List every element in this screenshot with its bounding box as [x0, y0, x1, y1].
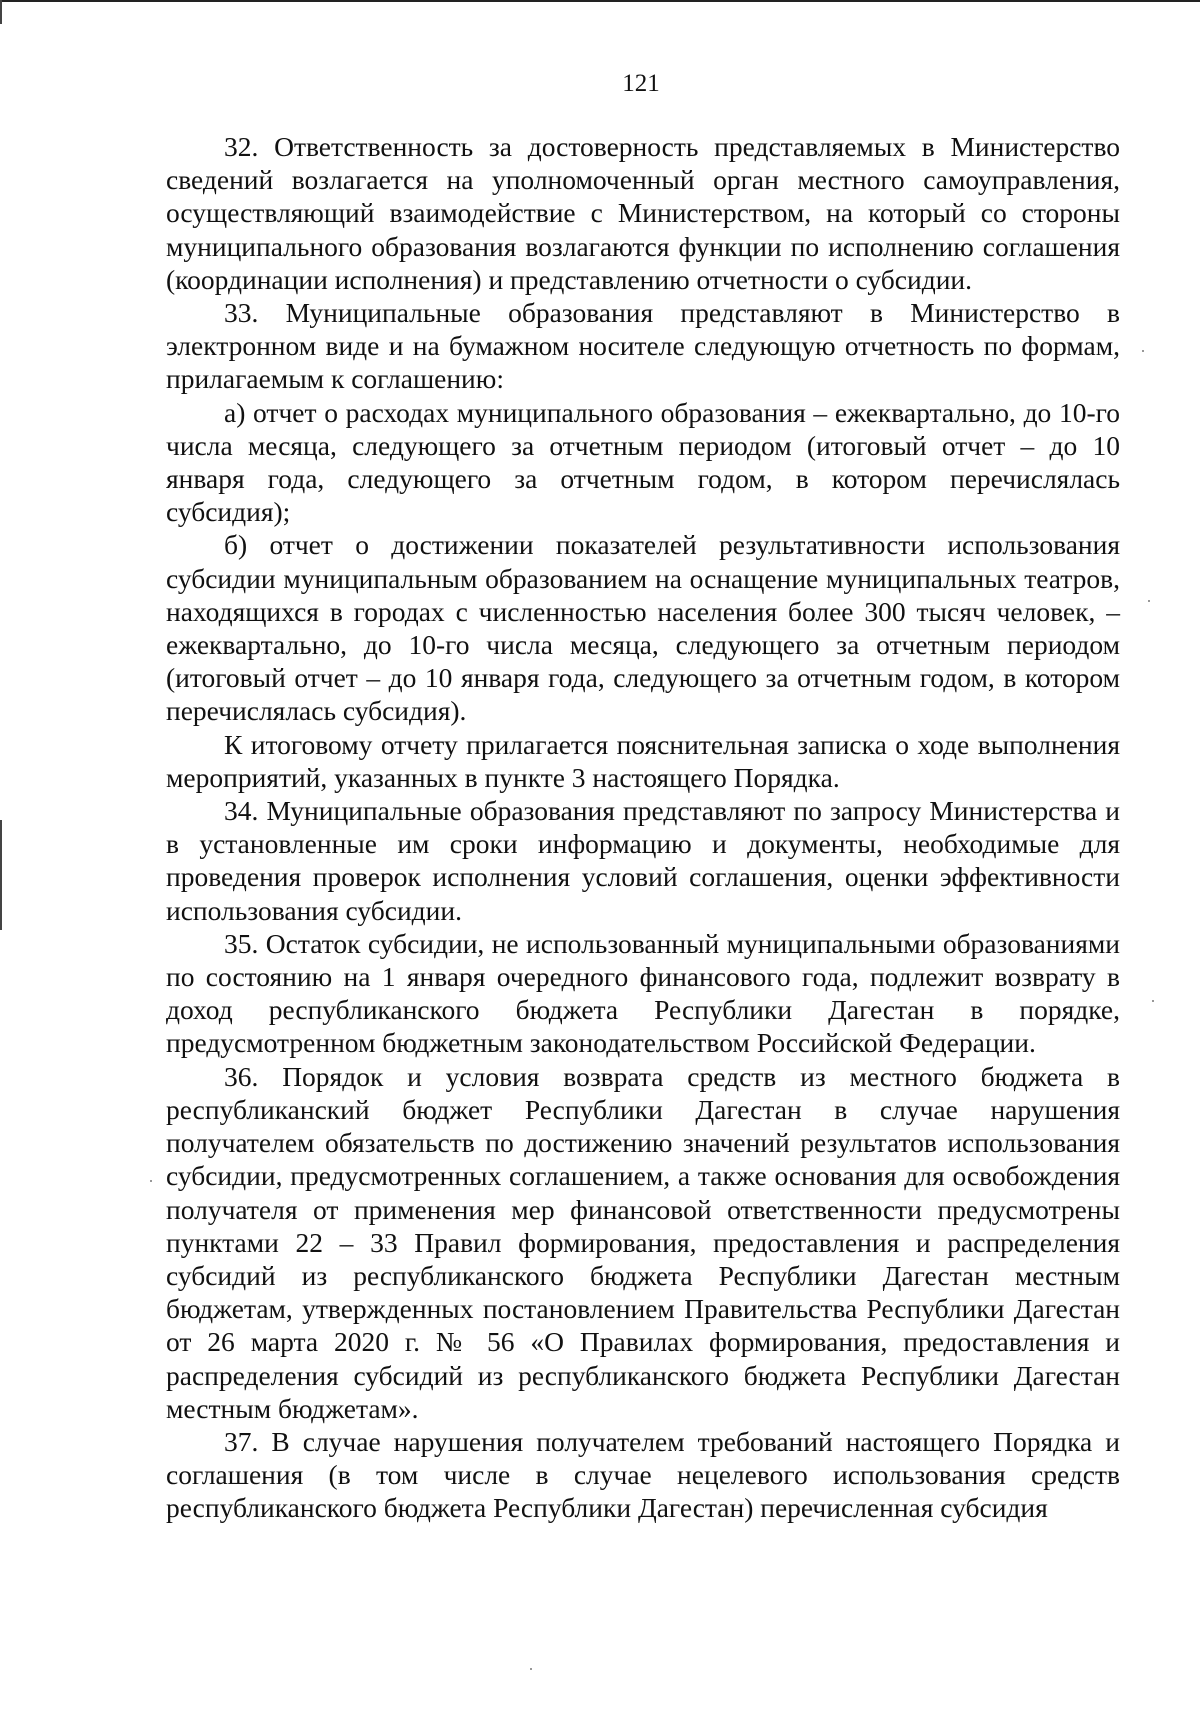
paragraph-37: 37. В случае нарушения получателем требований настоящего Порядка и соглашения (в том числе в случае нецелевого использования средств республиканского бюджета Республики Дагестан) перечисленная субсидия — [166, 1425, 1120, 1524]
scan-speck — [1148, 600, 1150, 602]
document-body — [166, 130, 1120, 1525]
page-number: 121 — [622, 70, 660, 97]
scan-border-left-lower — [0, 820, 2, 930]
scan-speck — [150, 1180, 152, 1182]
paragraph-35: 35. Остаток субсидии, не использованный муниципальными образованиями по состоянию на 1 января очередного финансового года, подлежит возврату в доход республиканского бюджета Республики Дагестан в порядке, предусмотренном бюджетным законодательством Российской Федерации. — [166, 927, 1120, 1059]
paragraph-36: 36. Порядок и условия возврата средств из местного бюджета в республиканский бюджет Республики Дагестан в случае нарушения получателем обязательств по достижению значений результатов использования субсидии, предусмотренных соглашением, а также основания для освобождения получателя от применения мер финансовой ответственности предусмотрены пунктами 22 – 33 Правил формирования, предоставления и распределения субсидий из республиканского бюджета Республики Дагестан местным бюджетам, утвержденных постановлением Правительства Республики Дагестан от 26 марта 2020 г. № 56 «О Правилах формирования, предоставления и распределения субсидий из республиканского бюджета Республики Дагестан местным бюджетам». — [166, 1060, 1120, 1424]
scan-speck — [1142, 350, 1144, 352]
scan-border-left — [0, 0, 2, 24]
scan-speck — [530, 1668, 532, 1670]
paragraph-33-b: б) отчет о достижении показателей результативности использования субсидии муниципальным образованием на оснащение муниципальных театров, находящихся в городах с численностью населения более 300 тысяч человек, – ежеквартально, до 10-го числа месяца, следующего за отчетным периодом (итоговый отчет – до 10 января года, следующего за отчетным годом, в котором перечислялась субсидия). — [166, 529, 1120, 727]
paragraph-32: 32. Ответственность за достоверность представляемых в Министерство сведений возлагается на уполномоченный орган местного самоуправления, осуществляющий взаимодействие с Министерством, на который со стороны муниципального образования возлагаются функции по исполнению соглашения (координации исполнения) и представлению отчетности о субсидии. — [166, 131, 1120, 295]
paragraph-33-a: а) отчет о расходах муниципального образования – ежеквартально, до 10-го числа месяца, следующего за отчетным периодом (итоговый отчет – до 10 января года, следующего за отчетным годом, в котором перечислялась субсидия); — [166, 396, 1120, 528]
paragraph-33: 33. Муниципальные образования представляют в Министерство в электронном виде и на бумажном носителе следующую отчетность по формам, прилагаемым к соглашению: — [166, 297, 1120, 395]
scan-speck — [1152, 1000, 1154, 1002]
paragraph-final-report-note: К итоговому отчету прилагается пояснительная записка о ходе выполнения мероприятий, указанных в пункте 3 настоящего Порядка. — [166, 728, 1120, 793]
paragraph-34: 34. Муниципальные образования представляют по запросу Министерства и в установленные им сроки информацию и документы, необходимые для проведения проверок исполнения условий соглашения, оценки эффективности использования субсидии. — [166, 795, 1120, 926]
scan-border-top — [0, 0, 1200, 2]
